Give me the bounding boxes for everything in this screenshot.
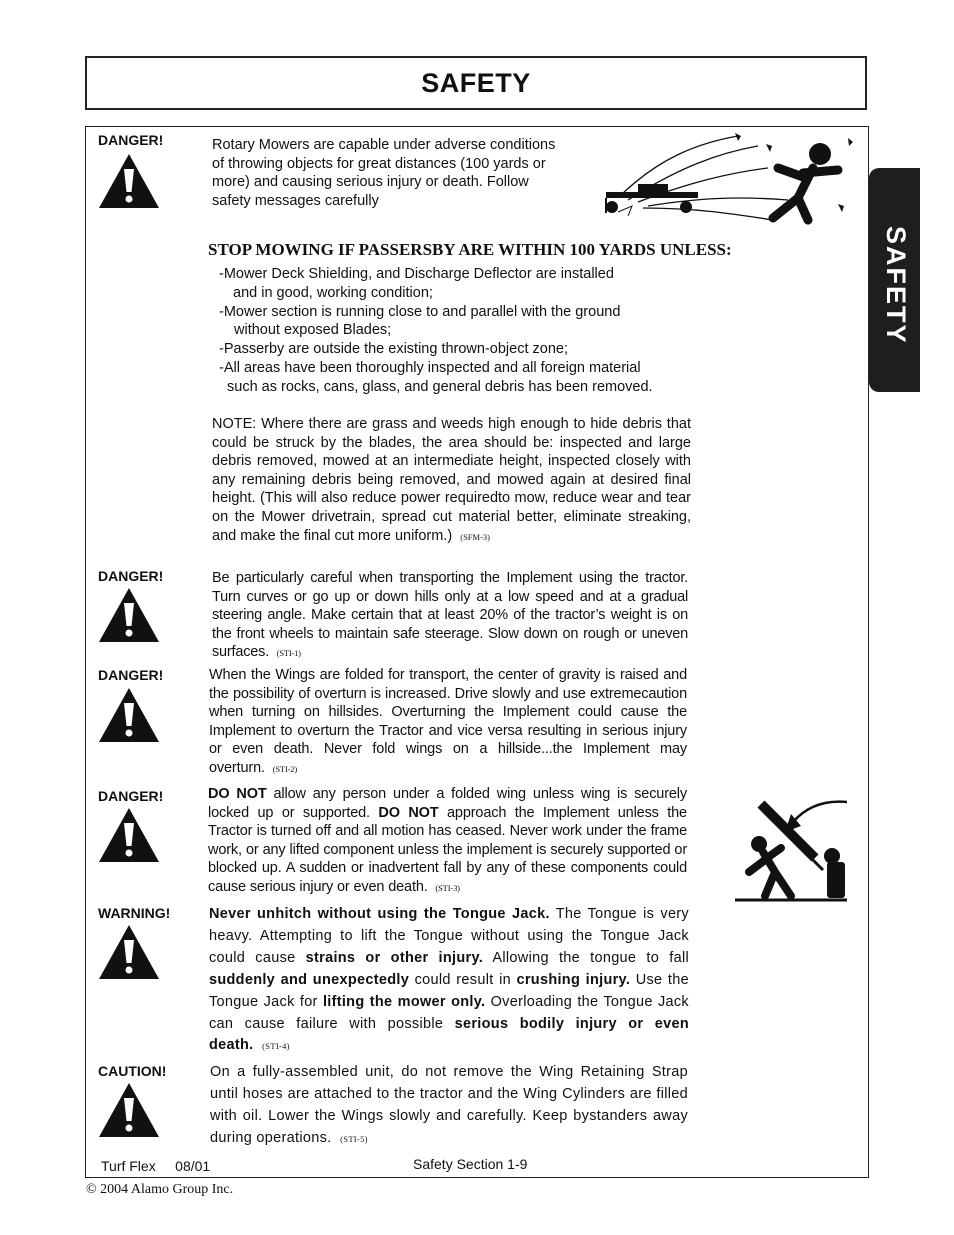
paragraph-text: The Tongue is very heavy. Attempting to lift the Tongue without using the Tongue Jack could cause xyxy=(209,906,689,966)
header-box xyxy=(85,56,867,110)
footer-model-date: Turf Flex 08/01 xyxy=(101,1158,211,1174)
crush-hazard-illustration xyxy=(735,796,853,904)
paragraph-text: approach the Implement unless the Tractor is turned off and all motion has ceased. Never work under the frame work, or any lifted component unless the implement is securely supported or blocked up. A sudden or inadvertent fall by any of these components could cause serious injury or even death. xyxy=(208,804,687,895)
paragraph-text: allow any person under a folded wing unless wing is securely locked up or supported. xyxy=(208,786,687,821)
reference-code: (STI-1) xyxy=(276,648,301,659)
text-line: Rotary Mowers are capable under adverse conditions xyxy=(212,137,556,153)
warning-triangle-icon xyxy=(97,923,161,981)
signal-word: DANGER! xyxy=(98,667,164,683)
warning-triangle-icon xyxy=(97,152,161,210)
warning-tongue-jack-text xyxy=(209,904,689,1058)
paragraph-text: Overloading the Tongue Jack can cause failure with possible xyxy=(209,993,689,1032)
warning-triangle-icon xyxy=(97,806,161,864)
warning-triangle-icon xyxy=(97,686,161,744)
signal-word: WARNING! xyxy=(98,905,171,921)
list-item: -Mower section is running close to and parallel with the ground xyxy=(219,303,621,320)
list-item: and in good, working condition; xyxy=(233,284,433,301)
paragraph-text: could result in xyxy=(409,971,517,988)
signal-word: DANGER! xyxy=(98,132,164,148)
side-tab-label: SAFETY xyxy=(881,226,911,345)
list-item: without exposed Blades; xyxy=(234,322,392,339)
emphasis-text: strains or other injury. xyxy=(305,949,484,966)
warning-triangle-icon xyxy=(97,586,161,644)
paragraph-text: Be particularly careful when transporting the Implement using the tractor. Turn curves or go up or down hills only at a low speed and at a gradual steering angle. Make certain that at least 20% of the tractor’s weight is on the front wheels to maintain safe steerage. Slow down on rough or uneven surfaces. xyxy=(212,570,688,661)
danger-wings-folded-text xyxy=(209,666,687,779)
danger-thrown-objects-text xyxy=(212,136,592,210)
paragraph-text: When the Wings are folded for transport, the center of gravity is raised and the possibility of overturn is increased. Drive slowly and use extremecaution when turning on hillsides. Overturning the Implement could cause the Implement to overturn the Tractor and vice versa resulting in serious injury or even death. Never fold wings on a hillside...the Implement may overturn. xyxy=(209,667,687,776)
list-item: -Passerby are outside the existing thrown-object zone; xyxy=(219,341,568,358)
stop-conditions-list xyxy=(219,265,719,397)
paragraph-text: Use the Tongue Jack for xyxy=(209,971,689,1010)
signal-word: DANGER! xyxy=(98,788,164,804)
reference-code: (SFM-3) xyxy=(460,531,490,542)
emphasis-text: serious bodily injury or even death. xyxy=(209,1015,689,1054)
reference-code: (STI-5) xyxy=(340,1134,368,1144)
reference-code: (STI-4) xyxy=(262,1041,290,1052)
danger-transport-text xyxy=(212,569,688,663)
list-item: -Mower Deck Shielding, and Discharge Deflector are installed xyxy=(219,266,614,282)
page-title: SAFETY xyxy=(421,68,531,98)
side-tab xyxy=(869,168,920,392)
reference-code: (STI-3) xyxy=(435,882,460,893)
list-item: such as rocks, cans, glass, and general debris has been removed. xyxy=(227,378,653,395)
emphasis-text: lifting the mower only. xyxy=(322,993,486,1010)
warning-triangle-icon xyxy=(97,1081,161,1139)
emphasis-text: DO NOT xyxy=(208,786,267,802)
paragraph-text: On a fully-assembled unit, do not remove the Wing Retaining Strap until hoses are attached to the tractor and the Wing Cylinders are filled with oil. Lower the Wings slowly and carefully. Keep bystanders away during operations. xyxy=(210,1064,688,1146)
emphasis-text: Never unhitch without using the Tongue Jack. xyxy=(209,906,550,922)
footer-page-number: Safety Section 1-9 xyxy=(413,1156,528,1172)
note-paragraph xyxy=(212,415,691,546)
list-item: -All areas have been thoroughly inspected and all foreign material xyxy=(219,359,641,376)
signal-word: DANGER! xyxy=(98,568,164,584)
signal-word: CAUTION! xyxy=(98,1063,167,1079)
caution-wing-strap-text xyxy=(210,1061,688,1150)
text-line: of throwing objects for great distances (100 yards or xyxy=(212,155,546,172)
emphasis-text: suddenly and unexpectedly xyxy=(209,971,410,988)
thrown-objects-illustration xyxy=(598,128,858,228)
emphasis-text: crushing injury. xyxy=(516,971,631,988)
paragraph-text: Allowing the tongue to fall xyxy=(483,949,689,966)
stop-mowing-heading: STOP MOWING IF PASSERSBY ARE WITHIN 100 YARDS UNLESS: xyxy=(208,240,732,259)
text-line: more) and causing serious injury or death. Follow xyxy=(212,174,529,191)
reference-code: (STI-2) xyxy=(272,763,298,774)
danger-folded-wing-text xyxy=(208,785,687,898)
note-text: NOTE: Where there are grass and weeds high enough to hide debris that could be struck by the blades, the area should be: inspected and large debris removed, mowed at an intermediate height, inspected closely with any remaining debris being removed, and mowed again at desired final height. (This will also reduce power requiredto mow, reduce wear and tear on the Mower drivetrain, spread cut material better, eliminate streaking, and make the final cut more uniform.) xyxy=(212,416,691,544)
copyright: © 2004 Alamo Group Inc. xyxy=(86,1182,234,1197)
emphasis-text: DO NOT xyxy=(378,804,439,821)
text-line: safety messages carefully xyxy=(212,192,379,209)
